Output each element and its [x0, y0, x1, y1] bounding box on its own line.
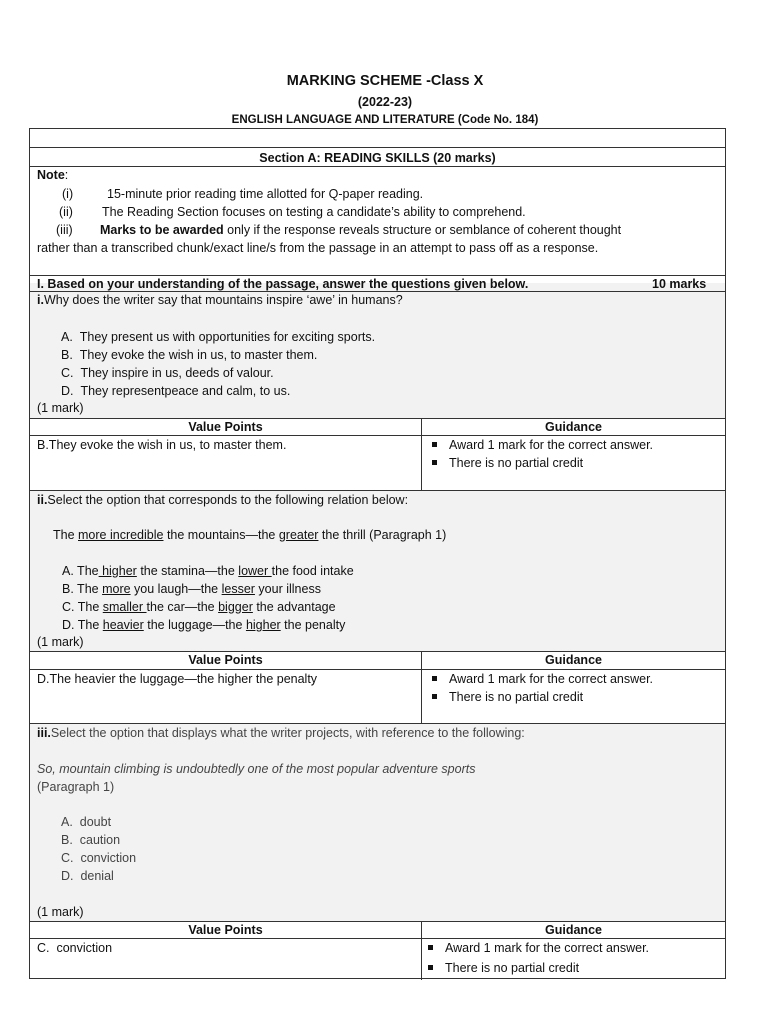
q1-marks: (1 mark) — [37, 401, 84, 415]
bullet-icon — [432, 676, 437, 681]
q3-paragraph-ref: (Paragraph 1) — [37, 780, 115, 794]
note-3-text — [100, 223, 720, 237]
q2-text: Select the option that corresponds to the following relation below: — [47, 493, 409, 507]
text: you laugh—the — [130, 582, 222, 596]
option-text: They representpeace and calm, to us. — [80, 384, 291, 398]
page-title: MARKING SCHEME -Class X — [286, 73, 484, 89]
option-letter: C. — [61, 366, 74, 380]
q2-option-b — [62, 582, 321, 596]
q1-option-a — [61, 330, 375, 344]
question-3 — [37, 726, 525, 740]
text: the thrill (Paragraph 1) — [318, 528, 447, 542]
q3-number: iii. — [37, 726, 51, 740]
q2-option-d — [62, 618, 345, 632]
rule — [30, 435, 725, 436]
text: the mountains—the — [163, 528, 279, 542]
note-2-text: The Reading Section focuses on testing a candidate’s ability to comprehend. — [102, 205, 526, 219]
bullet-icon — [432, 460, 437, 465]
guidance-item — [428, 961, 579, 975]
value-points-header: Value Points — [188, 653, 263, 667]
underlined-text: more incredible — [78, 528, 164, 542]
option-text: denial — [80, 869, 114, 883]
guidance-item — [428, 941, 649, 955]
q2-option-a — [62, 564, 354, 578]
option-letter: A. — [61, 815, 73, 829]
q2-number: ii. — [37, 493, 48, 507]
note-3-rest: only if the response reveals structure or semblance of coherent thought — [227, 223, 622, 237]
note-3-continuation: rather than a transcribed chunk/exact line/s from the passage in an attempt to pass off as a response. — [37, 241, 599, 255]
guidance-header: Guidance — [545, 653, 602, 667]
q1-option-b — [61, 348, 317, 362]
note-3-bold: Marks to be awarded — [100, 223, 224, 237]
option-text: They evoke the wish in us, to master them. — [79, 348, 318, 362]
bullet-icon — [428, 945, 433, 950]
text: the penalty — [280, 618, 346, 632]
option-letter: B. — [61, 348, 73, 362]
bullet-icon — [428, 965, 433, 970]
text: the car—the — [146, 600, 219, 614]
subject-label: ENGLISH LANGUAGE AND LITERATURE (Code No. 184) — [231, 114, 539, 126]
underlined-text: higher — [98, 564, 137, 578]
part-marks: 10 marks — [652, 277, 707, 291]
guidance-header: Guidance — [545, 923, 602, 937]
q1-answer: B.They evoke the wish in us, to master them. — [37, 438, 287, 452]
question-1 — [37, 293, 403, 307]
note-1-text: 15-minute prior reading time allotted for Q-paper reading. — [107, 187, 424, 201]
underlined-text: smaller — [102, 600, 147, 614]
q1-option-c — [61, 366, 274, 380]
guidance-text: There is no partial credit — [449, 456, 584, 470]
note-colon: : — [64, 168, 69, 182]
guidance-text: There is no partial credit — [445, 961, 580, 975]
rule — [30, 921, 725, 922]
guidance-item — [432, 672, 653, 686]
rule — [30, 938, 725, 939]
guidance-text: Award 1 mark for the correct answer. — [449, 438, 654, 452]
option-text: conviction — [80, 851, 137, 865]
rule — [30, 418, 725, 419]
marking-table — [29, 128, 726, 979]
q3-marks: (1 mark) — [37, 905, 84, 919]
text: C. The — [62, 600, 103, 614]
underlined-text: greater — [278, 528, 319, 542]
part-heading: I. Based on your understanding of the passage, answer the questions given below. — [37, 277, 529, 291]
option-letter: B. — [61, 833, 73, 847]
text: A. The — [62, 564, 99, 578]
option-letter: A. — [61, 330, 73, 344]
q3-option-a — [61, 815, 111, 829]
note-heading — [37, 168, 68, 182]
q3-quote: So, mountain climbing is undoubtedly one of the most popular adventure sports — [37, 762, 476, 776]
bullet-icon — [432, 442, 437, 447]
year-label: (2022-23) — [357, 95, 413, 109]
q1-number: i. — [37, 293, 44, 307]
option-letter: D. — [61, 869, 74, 883]
rule — [30, 291, 725, 292]
underlined-text: heavier — [102, 618, 144, 632]
rule — [30, 275, 725, 276]
answer-text: conviction — [56, 941, 113, 955]
option-letter: D. — [61, 384, 74, 398]
rule — [30, 166, 725, 167]
underlined-text: lesser — [221, 582, 255, 596]
text: the food intake — [271, 564, 354, 578]
q3-answer — [37, 941, 112, 955]
note-label: Note — [37, 168, 65, 182]
guidance-text: Award 1 mark for the correct answer. — [445, 941, 650, 955]
q3-option-b — [61, 833, 120, 847]
rule — [30, 651, 725, 652]
note-3-number: (iii) — [56, 223, 73, 237]
q2-answer: D.The heavier the luggage—the higher the penalty — [37, 672, 318, 686]
option-letter: C. — [61, 851, 74, 865]
q3-option-c — [61, 851, 136, 865]
q3-text: Select the option that displays what the writer projects, with reference to the following: — [50, 726, 525, 740]
guidance-item — [432, 438, 653, 452]
q2-marks: (1 mark) — [37, 635, 84, 649]
q1-option-d — [61, 384, 290, 398]
rule — [30, 669, 725, 670]
note-1-number: (i) — [62, 187, 74, 201]
q2-option-c — [62, 600, 336, 614]
text: the advantage — [252, 600, 336, 614]
guidance-text: There is no partial credit — [449, 690, 584, 704]
text: the luggage—the — [143, 618, 246, 632]
q2-relation — [53, 528, 446, 542]
rule — [30, 147, 725, 148]
text: B. The — [62, 582, 103, 596]
rule — [30, 723, 725, 724]
guidance-item — [432, 456, 583, 470]
value-points-header: Value Points — [188, 420, 263, 434]
text: the stamina—the — [136, 564, 239, 578]
underlined-text: bigger — [218, 600, 253, 614]
guidance-header: Guidance — [545, 420, 602, 434]
guidance-text: Award 1 mark for the correct answer. — [449, 672, 654, 686]
q3-option-d — [61, 869, 114, 883]
rule — [30, 490, 725, 491]
option-text: caution — [79, 833, 121, 847]
text: The — [53, 528, 79, 542]
answer-letter: C. — [37, 941, 50, 955]
option-text: They inspire in us, deeds of valour. — [80, 366, 274, 380]
option-text: doubt — [79, 815, 112, 829]
text: your illness — [254, 582, 321, 596]
option-text: They present us with opportunities for exciting sports. — [79, 330, 376, 344]
underlined-text: more — [102, 582, 131, 596]
underlined-text: higher — [245, 618, 281, 632]
guidance-item — [432, 690, 583, 704]
bullet-icon — [432, 694, 437, 699]
section-title: Section A: READING SKILLS (20 marks) — [259, 151, 496, 165]
underlined-text: lower — [238, 564, 272, 578]
text: D. The — [62, 618, 103, 632]
value-points-header: Value Points — [188, 923, 263, 937]
q1-text: Why does the writer say that mountains inspire ‘awe’ in humans? — [43, 293, 403, 307]
note-2-number: (ii) — [59, 205, 73, 219]
q3-background — [30, 723, 725, 921]
question-2 — [37, 493, 408, 507]
